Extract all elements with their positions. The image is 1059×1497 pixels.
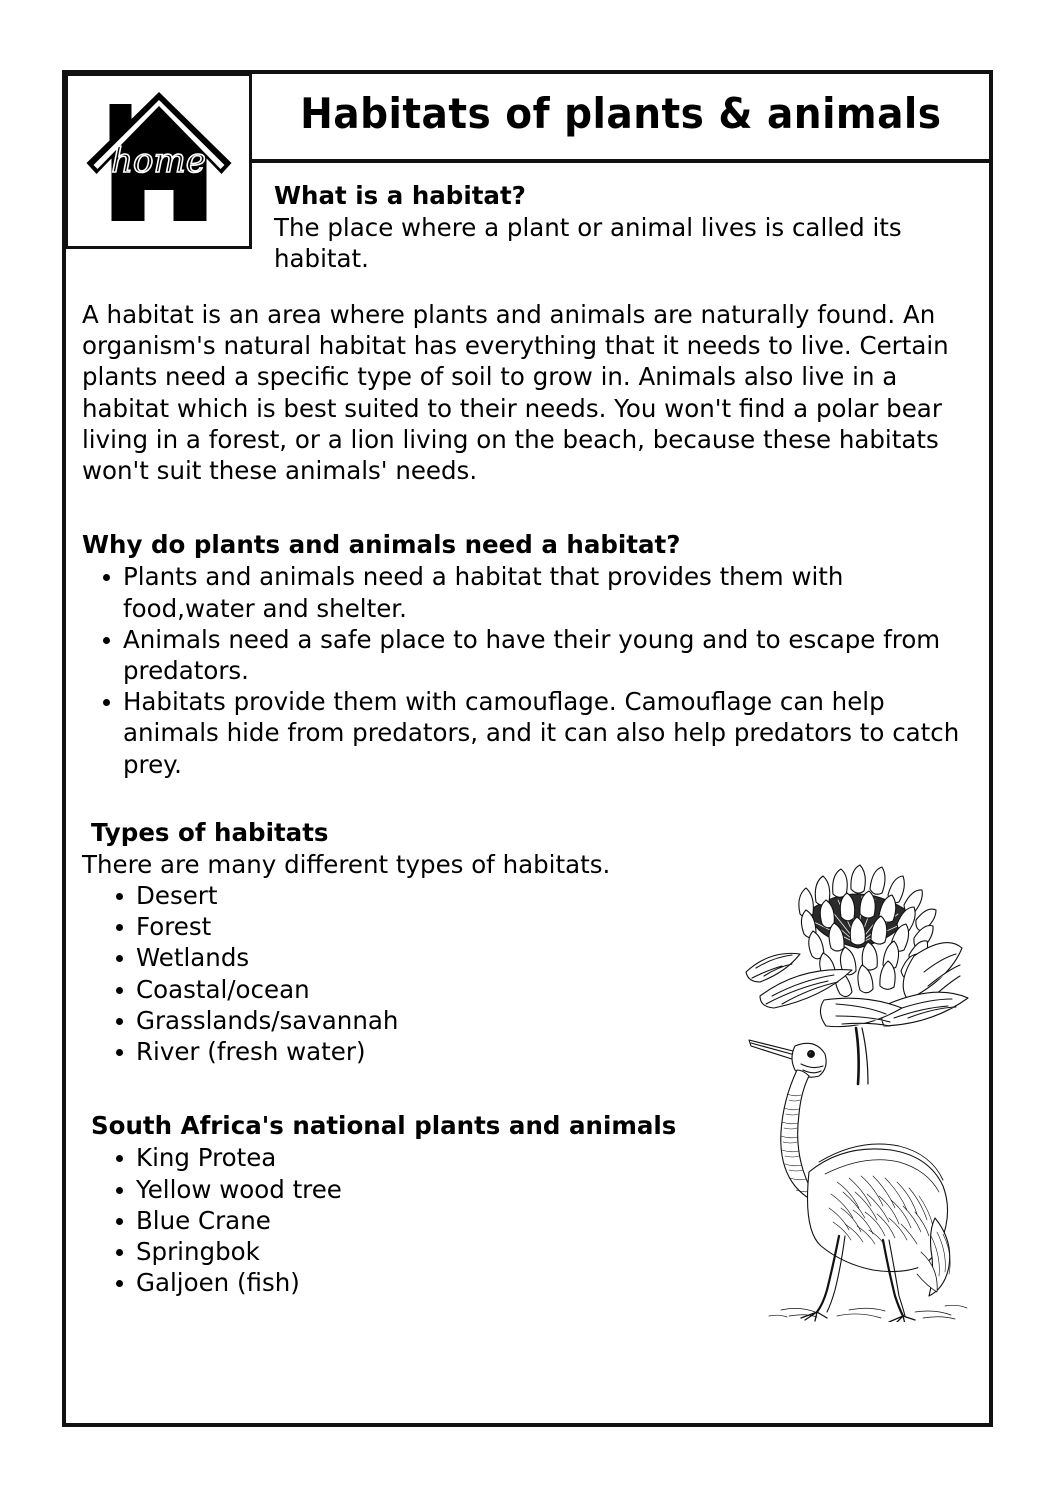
list-item: Blue Crane [82, 1205, 973, 1236]
section-types-lead: There are many different types of habitats. [82, 849, 611, 879]
list-item: Desert [82, 880, 973, 911]
list-item: Plants and animals need a habitat that provides them with food,water and shelter. [82, 561, 973, 623]
definition-heading: What is a habitat? [274, 181, 526, 210]
section-south-africa-heading: South Africa's national plants and animals [91, 1111, 677, 1141]
page-title: Habitats of plants & animals [300, 89, 942, 138]
home-icon-box [65, 73, 252, 249]
list-item: Wetlands [82, 942, 973, 973]
home-icon [81, 86, 236, 236]
list-item: Yellow wood tree [82, 1174, 973, 1205]
list-item: River (fresh water) [82, 1036, 973, 1067]
list-item: Coastal/ocean [82, 974, 973, 1005]
section-types-heading: Types of habitats [91, 817, 329, 847]
list-item: King Protea [82, 1142, 973, 1173]
blue-crane-illustration [745, 1022, 980, 1322]
list-item: Grasslands/savannah [82, 1005, 973, 1036]
section-why-heading: Why do plants and animals need a habitat? [82, 530, 681, 560]
list-item: Galjoen (fish) [82, 1267, 973, 1298]
list-item: Animals need a safe place to have their young and to escape from predators. [82, 624, 973, 686]
list-item: Habitats provide them with camouflage. Camouflage can help animals hide from predators, and it can also help predators to catch prey. [82, 686, 973, 780]
section-why-list [82, 561, 973, 780]
document-header [66, 74, 989, 274]
list-item: Springbok [82, 1236, 973, 1267]
home-icon-script-label: home [110, 141, 206, 181]
list-item: Forest [82, 911, 973, 942]
title-bar [252, 73, 990, 163]
definition-text: The place where a plant or animal lives is called its habitat. [274, 212, 902, 274]
section-why-habitat [82, 530, 973, 780]
intro-paragraph: A habitat is an area where plants and animals are naturally found. An organism's natural habitat has everything that it needs to live. Certain plants need a specific type of soil to grow in. Animals also live in a habitat which is best suited to their needs. You won't find a polar bear living in a forest, or a lion living on the beach, because these habitats won't suit these animals' needs. [82, 300, 949, 486]
crane-drawing [745, 1022, 980, 1322]
